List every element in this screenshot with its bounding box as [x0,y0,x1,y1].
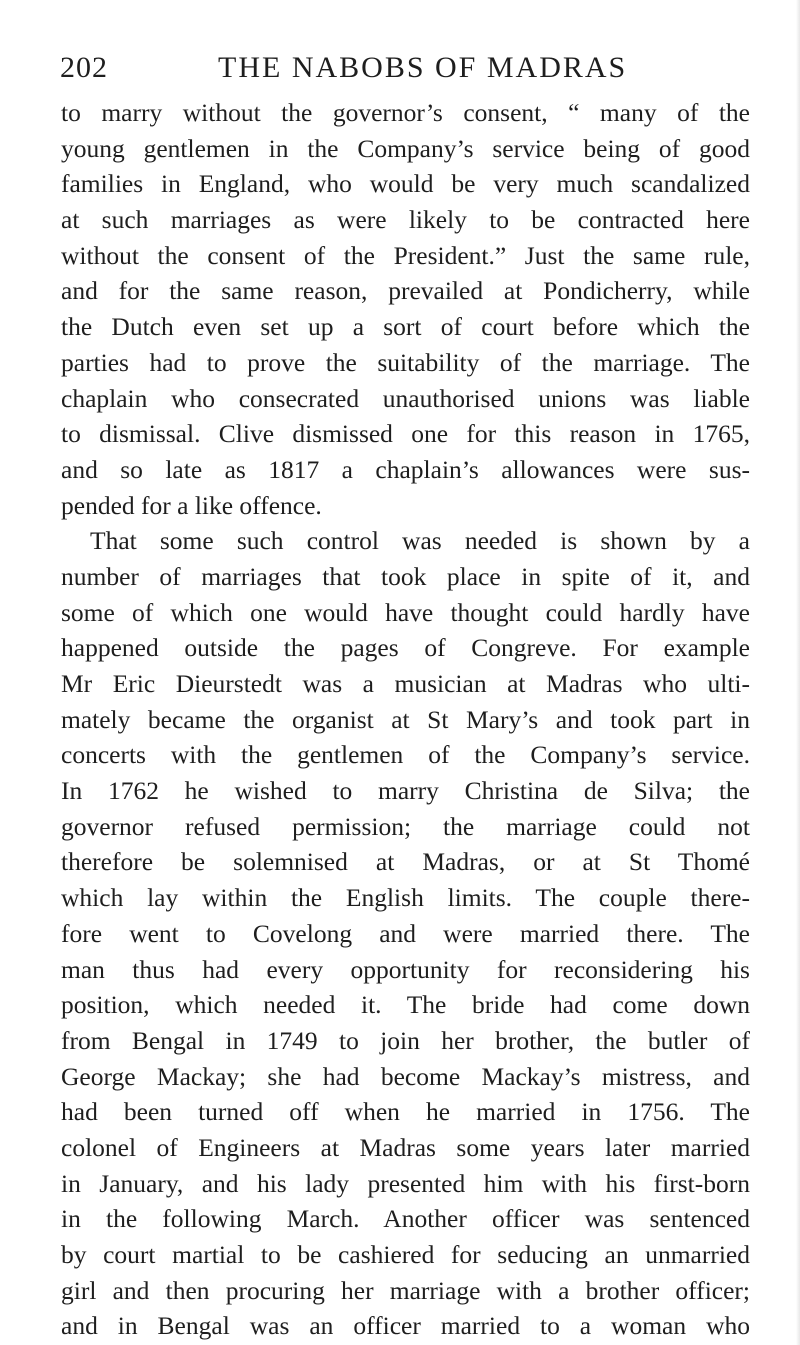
paragraph-2 [61,523,750,1344]
text-line: In 1762 he wished to marry Christina de Silva; the [61,776,750,806]
text-line: to marry without the governor’s consent, “ many of the [61,98,750,127]
text-line: mately became the organist at St Mary’s and took part in [61,704,750,734]
text-line: Mr Eric Dieurstedt was a musician at Madras who ulti- [61,669,750,698]
text-line: pended for a like offence. [61,490,322,520]
text-line: fore went to Covelong and were married there. The [61,918,750,948]
text-line: parties had to prove the suitability of the marriage. The [61,347,750,377]
body-text [61,95,750,1344]
text-line: and in Bengal was an officer married to a woman who [61,1311,750,1341]
text-line: therefore be solemnised at Madras, or at St Thomé [61,847,750,877]
text-line: George Mackay; she had become Mackay’s mistress, and [61,1061,750,1091]
text-line: girl and then procuring her marriage with a brother officer; [61,1275,750,1305]
text-line: had been turned off when he married in 1756. The [61,1097,750,1127]
text-line: some of which one would have thought could hardly have [61,597,750,627]
text-line: and for the same reason, prevailed at Pondicherry, while [61,276,750,306]
paragraph-1 [61,95,750,523]
text-line: by court martial to be cashiered for seducing an unmarried [61,1240,750,1269]
text-line: chaplain who consecrated unauthorised unions was liable [61,383,750,413]
text-line: colonel of Engineers at Madras some years later married [61,1132,750,1162]
running-title: THE NABOBS OF MADRAS [218,51,628,84]
text-line: the Dutch even set up a sort of court before which the [61,312,750,342]
text-line: happened outside the pages of Congreve. For example [61,633,750,663]
text-line: which lay within the English limits. The couple there- [61,883,750,913]
text-line: to dismissal. Clive dismissed one for this reason in 1765, [61,419,750,449]
text-line: without the consent of the President.” Just the same rule, [61,240,750,270]
running-header [60,46,752,90]
text-line: young gentlemen in the Company’s service being of good [61,133,750,163]
text-line: That some such control was needed is shown by a [90,526,750,556]
text-line: in January, and his lady presented him with his first-born [61,1168,750,1198]
text-line: concerts with the gentlemen of the Company’s service. [61,740,750,770]
text-line: governor refused permission; the marriage could not [61,811,750,841]
page-number: 202 [60,51,108,84]
text-line: at such marriages as were likely to be contracted here [61,205,750,235]
text-line: and so late as 1817 a chaplain’s allowances were sus- [61,454,750,484]
text-line: families in England, who would be very much scandalized [61,169,750,199]
text-line: in the following March. Another officer was sentenced [61,1204,750,1234]
text-line: position, which needed it. The bride had come down [61,990,750,1020]
page-edge-shadow [796,0,800,1345]
text-line: man thus had every opportunity for reconsidering his [61,954,750,984]
text-line: from Bengal in 1749 to join her brother, the butler of [61,1025,750,1055]
text-line: number of marriages that took place in spite of it, and [61,561,750,591]
